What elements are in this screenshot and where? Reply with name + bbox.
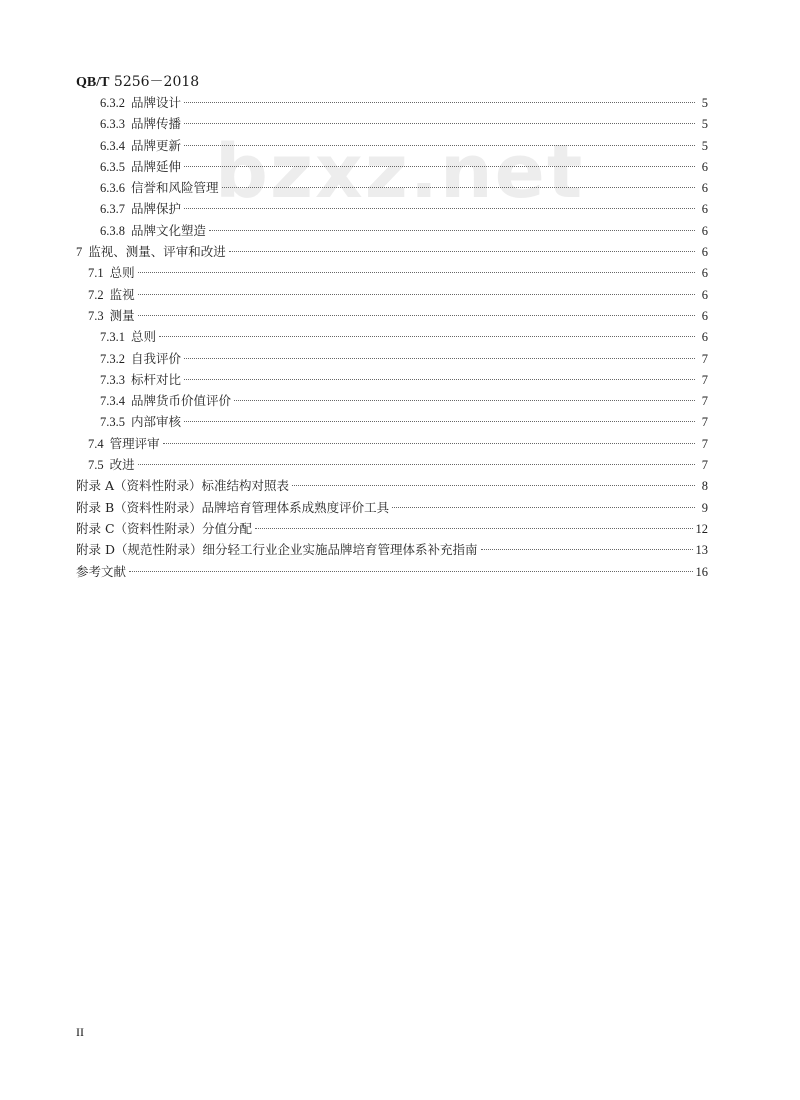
toc-entry-page: 6 bbox=[701, 223, 708, 238]
toc-dot-leader bbox=[138, 464, 695, 465]
toc-dot-leader bbox=[184, 102, 695, 103]
standard-code-prefix: QB/T bbox=[76, 75, 110, 90]
toc-entry-page: 12 bbox=[695, 521, 708, 536]
toc-entry-title: 自我评价 bbox=[131, 350, 182, 366]
toc-entry-page: 6 bbox=[701, 287, 708, 302]
toc-entry-page: 6 bbox=[701, 308, 708, 323]
toc-entry-number: 6.3.6 bbox=[100, 181, 125, 196]
toc-entry[interactable] bbox=[76, 305, 708, 326]
toc-entry-label bbox=[100, 92, 181, 114]
toc-entry-label bbox=[76, 561, 126, 582]
toc-entry-title: 标杆对比 bbox=[131, 371, 182, 387]
toc-entry-label bbox=[76, 241, 226, 263]
toc-entry-title: 品牌保护 bbox=[131, 201, 182, 217]
toc-entry-number: 7.2 bbox=[88, 287, 104, 302]
toc-entry-number: 6.3.4 bbox=[100, 138, 125, 153]
toc-entry[interactable] bbox=[76, 348, 708, 369]
toc-entry-title: 内部审核 bbox=[131, 414, 182, 430]
toc-dot-leader bbox=[292, 485, 695, 486]
toc-entry-label bbox=[100, 156, 181, 178]
toc-entry-title: 信誉和风险管理 bbox=[131, 180, 219, 196]
toc-entry-title: 品牌设计 bbox=[131, 95, 182, 110]
toc-entry[interactable] bbox=[76, 113, 708, 134]
toc-entry-number: 7.3.4 bbox=[100, 394, 125, 409]
toc-entry-page: 6 bbox=[701, 245, 708, 260]
toc-dot-leader bbox=[392, 507, 695, 508]
toc-entry[interactable] bbox=[76, 92, 708, 113]
toc-entry-page: 5 bbox=[701, 117, 708, 132]
toc-entry-number: 7.3.1 bbox=[100, 330, 125, 345]
toc-entry[interactable] bbox=[76, 284, 708, 305]
toc-entry[interactable] bbox=[76, 198, 708, 219]
toc-entry-page: 7 bbox=[701, 372, 708, 387]
toc-entry-page: 6 bbox=[701, 181, 708, 196]
toc-dot-leader bbox=[163, 443, 695, 444]
toc-entry-label bbox=[88, 433, 160, 455]
toc-entry-label bbox=[100, 135, 181, 157]
toc-entry-page: 16 bbox=[695, 564, 708, 579]
toc-entry-label bbox=[88, 284, 135, 306]
toc-dot-leader bbox=[234, 400, 695, 401]
toc-entry[interactable] bbox=[76, 561, 708, 582]
toc-entry-page: 7 bbox=[701, 415, 708, 430]
toc-dot-leader bbox=[184, 208, 695, 209]
toc-entry[interactable] bbox=[76, 177, 708, 198]
toc-dot-leader bbox=[209, 230, 695, 231]
toc-entry-number: 7.3 bbox=[88, 308, 104, 323]
toc-entry-label bbox=[76, 497, 389, 518]
toc-entry-label bbox=[76, 475, 289, 496]
toc-entry-label bbox=[100, 348, 181, 370]
toc-entry[interactable] bbox=[76, 411, 708, 432]
toc-entry-label bbox=[76, 539, 478, 560]
toc-entry-number: 6.3.3 bbox=[100, 117, 125, 132]
toc-entry-number: 6.3.5 bbox=[100, 159, 125, 174]
toc-entry-title: 品牌文化塑造 bbox=[131, 222, 207, 238]
toc-entry[interactable] bbox=[76, 497, 708, 518]
toc-entry[interactable] bbox=[76, 390, 708, 411]
toc-entry-title: 管理评审 bbox=[109, 435, 160, 451]
toc-dot-leader bbox=[159, 336, 695, 337]
toc-dot-leader bbox=[129, 571, 692, 572]
toc-entry-number: 7 bbox=[76, 245, 83, 260]
standard-code-number: 5256－2018 bbox=[109, 74, 200, 90]
toc-dot-leader bbox=[184, 358, 695, 359]
toc-entry[interactable] bbox=[76, 241, 708, 262]
toc-entry[interactable] bbox=[76, 326, 708, 347]
toc-entry-title: 改进 bbox=[109, 457, 135, 473]
toc-entry-number: 6.3.7 bbox=[100, 202, 125, 217]
toc-entry-page: 6 bbox=[701, 202, 708, 217]
toc-entry-title: 总则 bbox=[109, 265, 135, 281]
toc-dot-leader bbox=[184, 123, 695, 124]
toc-entry-title: 附录 B（资料性附录）品牌培育管理体系成熟度评价工具 bbox=[76, 499, 390, 515]
toc-entry-page: 13 bbox=[695, 543, 708, 558]
toc-dot-leader bbox=[255, 528, 692, 529]
toc-entry-title: 品牌货币价值评价 bbox=[131, 393, 232, 409]
toc-entry-page: 9 bbox=[701, 500, 708, 515]
toc-entry-label bbox=[100, 390, 231, 412]
toc-entry-page: 5 bbox=[701, 96, 708, 110]
toc-entry-number: 7.3.5 bbox=[100, 415, 125, 430]
toc-entry[interactable] bbox=[76, 135, 708, 156]
toc-entry[interactable] bbox=[76, 518, 708, 539]
toc-entry-title: 品牌更新 bbox=[131, 137, 182, 153]
toc-entry-title: 监视、测量、评审和改进 bbox=[88, 244, 226, 260]
toc-entry-number: 6.3.8 bbox=[100, 223, 125, 238]
toc-entry-number: 7.3.3 bbox=[100, 372, 125, 387]
toc-entry-number: 7.3.2 bbox=[100, 351, 125, 366]
toc-entry-page: 6 bbox=[701, 266, 708, 281]
toc-entry-title: 附录 D（规范性附录）细分轻工行业企业实施品牌培育管理体系补充指南 bbox=[76, 542, 478, 558]
toc-dot-leader bbox=[184, 166, 695, 167]
toc-entry-page: 6 bbox=[701, 159, 708, 174]
toc-dot-leader bbox=[184, 421, 695, 422]
toc-entry[interactable] bbox=[76, 433, 708, 454]
toc-entry-page: 8 bbox=[701, 479, 708, 494]
toc-entry-label bbox=[76, 518, 252, 539]
toc-entry-title: 附录 A（资料性附录）标准结构对照表 bbox=[76, 478, 290, 494]
toc-entry-title: 参考文献 bbox=[76, 563, 127, 579]
toc-entry-number: 7.1 bbox=[88, 266, 104, 281]
toc-dot-leader bbox=[481, 549, 693, 550]
toc-entry-label bbox=[100, 177, 219, 199]
toc-entry-number: 7.4 bbox=[88, 436, 104, 451]
toc-entry-title: 品牌延伸 bbox=[131, 158, 182, 174]
toc-entry-page: 7 bbox=[701, 458, 708, 473]
toc-entry[interactable] bbox=[76, 475, 708, 496]
toc-entry-page: 5 bbox=[701, 138, 708, 153]
toc-entry-page: 7 bbox=[701, 351, 708, 366]
toc-entry-title: 测量 bbox=[109, 307, 135, 323]
toc-dot-leader bbox=[222, 187, 695, 188]
toc-dot-leader bbox=[184, 145, 695, 146]
toc-entry-page: 7 bbox=[701, 394, 708, 409]
toc-entry-page: 6 bbox=[701, 330, 708, 345]
toc-entry[interactable] bbox=[76, 369, 708, 390]
table-of-contents bbox=[76, 92, 708, 582]
toc-entry-label bbox=[88, 262, 135, 284]
toc-entry-label bbox=[100, 411, 181, 433]
standard-code-header bbox=[76, 73, 199, 92]
toc-entry-label bbox=[88, 305, 135, 327]
toc-entry-title: 附录 C（资料性附录）分值分配 bbox=[76, 520, 253, 536]
toc-entry-label bbox=[88, 454, 135, 476]
toc-entry[interactable] bbox=[76, 454, 708, 475]
toc-entry-title: 品牌传播 bbox=[131, 116, 182, 132]
watermark-text: bzxz.net bbox=[215, 129, 585, 215]
toc-entry[interactable] bbox=[76, 220, 708, 241]
toc-entry[interactable] bbox=[76, 539, 708, 560]
toc-dot-leader bbox=[229, 251, 695, 252]
toc-dot-leader bbox=[138, 272, 695, 273]
toc-dot-leader bbox=[138, 315, 695, 316]
toc-entry-number: 7.5 bbox=[88, 458, 104, 473]
toc-entry-label bbox=[100, 369, 181, 391]
toc-entry-title: 监视 bbox=[109, 286, 135, 302]
toc-entry-title: 总则 bbox=[131, 329, 157, 345]
page-number: II bbox=[76, 1025, 84, 1039]
toc-entry-page: 7 bbox=[701, 436, 708, 451]
toc-entry-label bbox=[100, 198, 181, 220]
toc-entry-label bbox=[100, 220, 206, 242]
toc-entry-label bbox=[100, 113, 181, 135]
toc-entry[interactable] bbox=[76, 262, 708, 283]
toc-dot-leader bbox=[184, 379, 695, 380]
toc-entry-number: 6.3.2 bbox=[100, 96, 125, 110]
toc-entry-label bbox=[100, 326, 156, 348]
toc-dot-leader bbox=[138, 294, 695, 295]
toc-entry[interactable] bbox=[76, 156, 708, 177]
